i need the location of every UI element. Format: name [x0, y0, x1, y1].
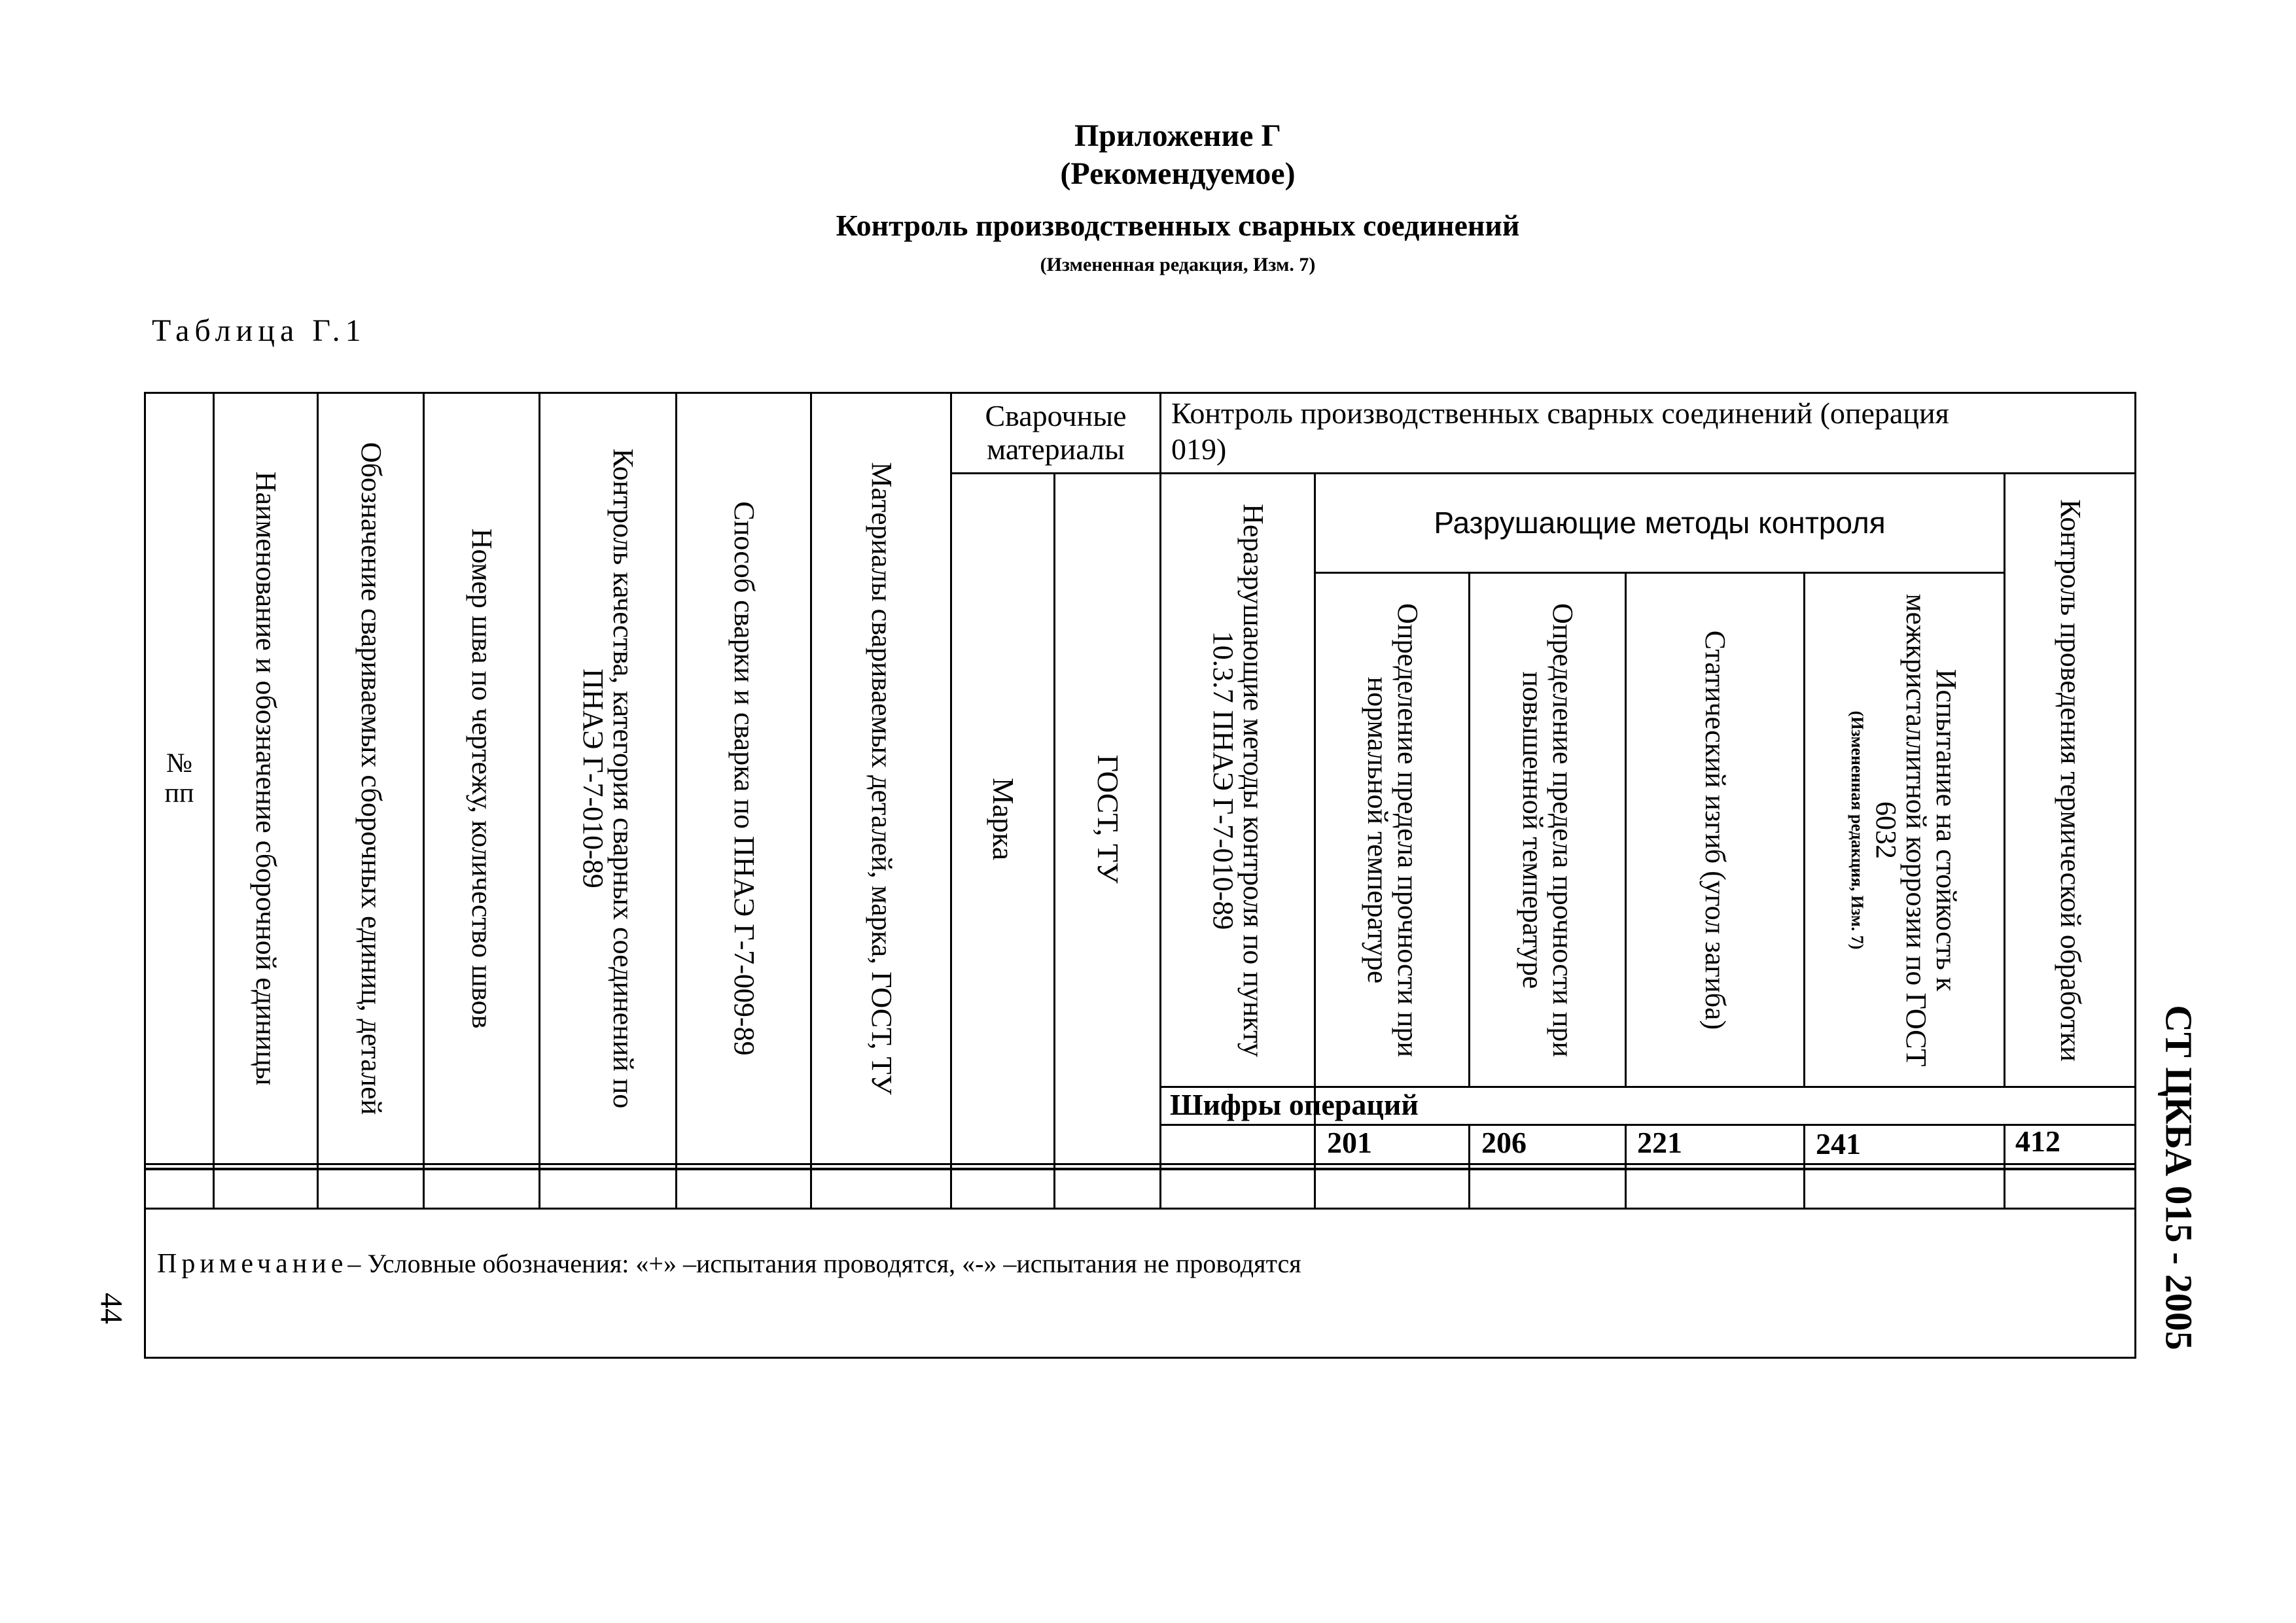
col-strength-normal: Определение предела прочности при нормальной температуре — [1361, 602, 1424, 1057]
col-strength-high: Определение предела прочности при повышенной температуре — [1517, 602, 1580, 1057]
col-bend: Статический изгиб (угол загиба) — [1699, 630, 1732, 1030]
codes-label: Шифры операций — [1170, 1088, 1419, 1121]
col-grade: Марка — [986, 777, 1020, 860]
code-201: 201 — [1327, 1126, 1372, 1159]
table-note — [157, 1248, 1301, 1280]
col-heat: Контроль проведения термической обработки — [2054, 498, 2087, 1062]
page-title: Контроль производственных сварных соединений — [836, 209, 1520, 242]
col-quality: Контроль качества, категория сварных соединений по ПНАЭ Г-7-010-89 — [577, 448, 640, 1109]
col-destructive: Разрушающие методы контроля — [1434, 506, 1886, 540]
note-label: Примечание — [157, 1249, 348, 1279]
col-gost: ГОСТ, ТУ — [1091, 754, 1125, 884]
page-number: 44 — [94, 1293, 129, 1324]
col-method: Способ сварки и сварка по ПНАЭ Г-7-009-89 — [728, 501, 760, 1056]
col-number: № пп — [164, 748, 194, 809]
code-241: 241 — [1816, 1127, 1861, 1161]
col-corrosion: Испытание на стойкость к межкристаллитной коррозии по ГОСТ 6032 (Измененная редакция, Изм. 7) — [1847, 593, 1962, 1066]
col-assembly: Наименование и обозначение сборочной единицы — [250, 471, 283, 1086]
code-221: 221 — [1637, 1126, 1682, 1159]
code-412: 412 — [2015, 1125, 2060, 1158]
doc-id-box — [2140, 1005, 2218, 1350]
col-seam: Номер шва по чертежу, количество швов — [466, 528, 499, 1029]
appendix-status: (Рекомендуемое) — [1060, 156, 1296, 191]
col-parts: Обозначение свариваемых сборочных единиц, деталей — [355, 442, 387, 1115]
doc-id: СТ ЦКБА 015 - 2005 — [2157, 1005, 2200, 1350]
page-number-box — [85, 1282, 137, 1335]
col-materials: Материалы свариваемых деталей, марка, ГОСТ, ТУ — [865, 462, 898, 1095]
appendix-title: Приложение Г — [1074, 118, 1282, 153]
code-206: 206 — [1481, 1126, 1527, 1159]
col-nondestructive: Неразрушающие методы контроля по пункту 10.3.7 ПНАЭ Г-7-010-89 — [1207, 503, 1269, 1057]
col-weld-materials: Сварочные материалы — [985, 399, 1127, 466]
revision-note: (Измененная редакция, Изм. 7) — [1040, 254, 1316, 275]
control-group-title: Контроль производственных сварных соединений (операция 019) — [1171, 396, 1949, 466]
note-text: – Условные обозначения: «+» –испытания проводятся, «-» –испытания не проводятся — [347, 1249, 1301, 1278]
table-caption: Таблица Г.1 — [152, 313, 366, 348]
